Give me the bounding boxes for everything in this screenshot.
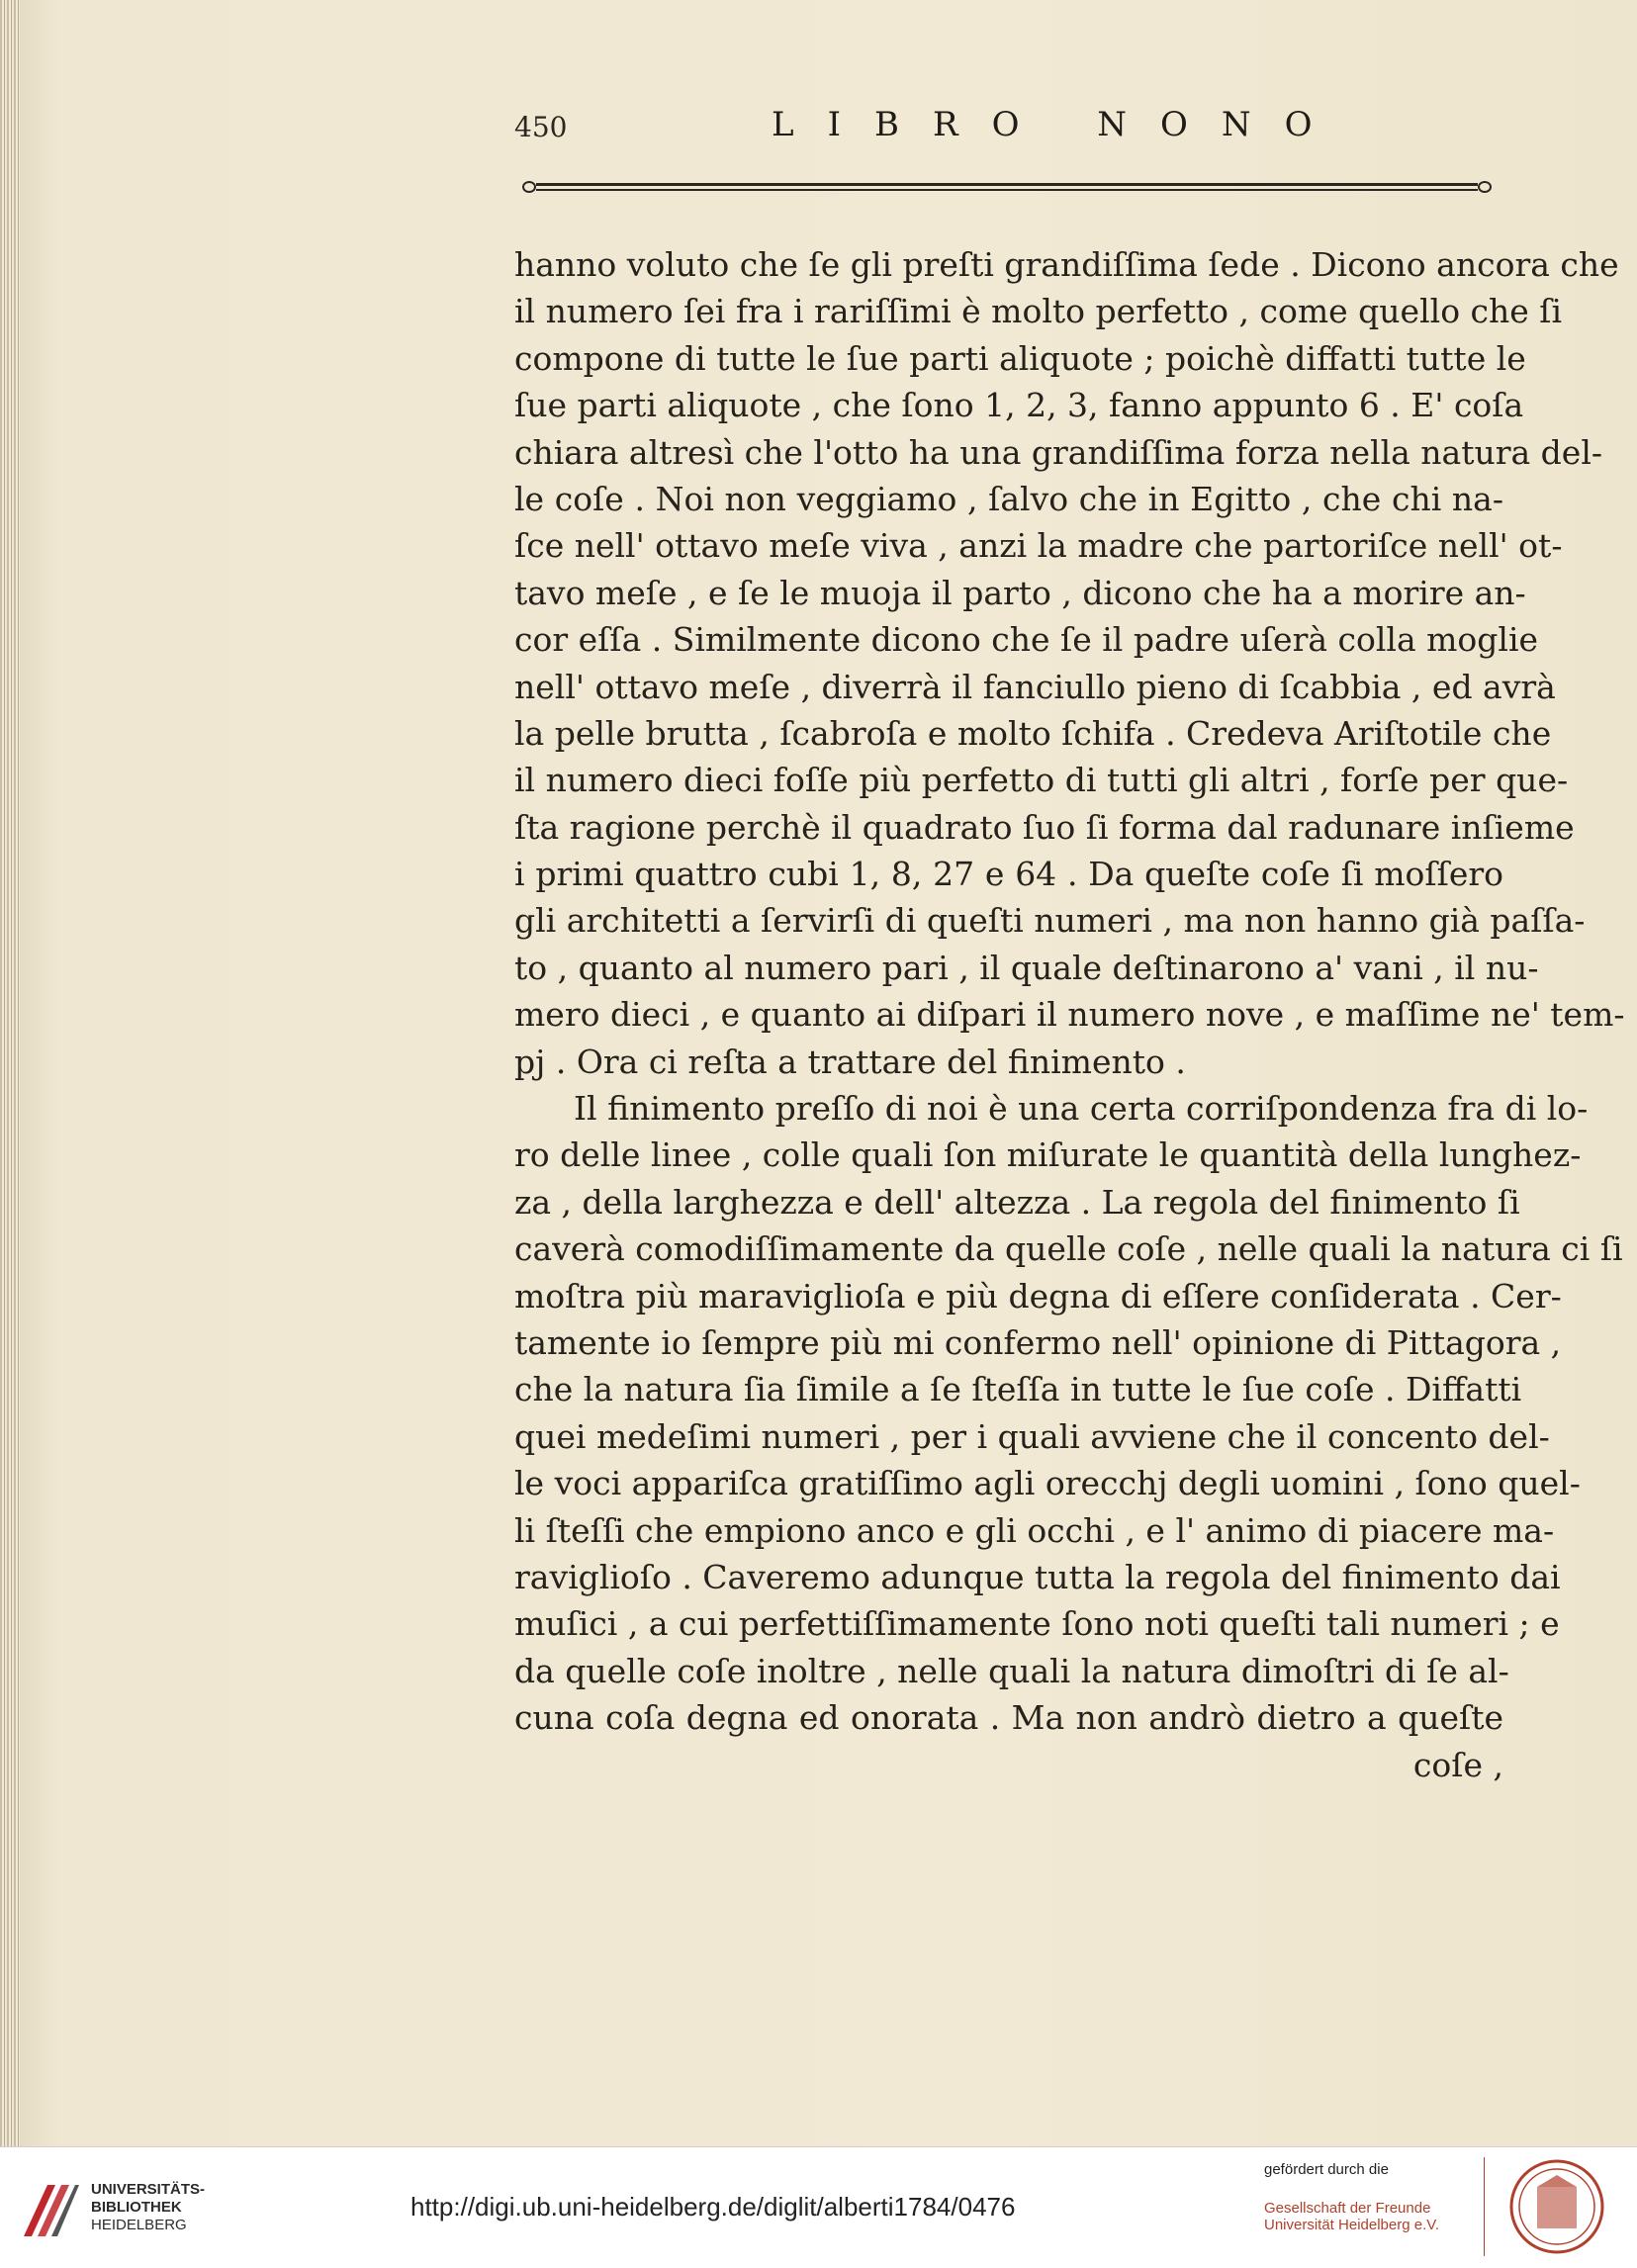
text-line: le coſe . Noi non veggiamo , ſalvo che in Egitto , che chi na-: [514, 479, 1503, 518]
text-line: ſce nell' ottavo meſe viva , anzi la madre che partoriſce nell' ot-: [514, 526, 1563, 566]
text-line: ſue parti aliquote , che ſono 1, 2, 3, fanno appunto 6 . E' coſa: [514, 386, 1524, 425]
rule-line: [536, 183, 1478, 186]
text-line: hanno voluto che ſe gli preſti grandiſſima ſede . Dicono ancora che: [514, 245, 1619, 284]
text-line: cuna coſa degna ed onorata . Ma non andrò dietro a queſte: [514, 1698, 1503, 1738]
rule-end-left: [522, 181, 536, 193]
text-line: moſtra più maraviglioſa e più degna di eſſere conſiderata . Cer-: [514, 1276, 1562, 1315]
library-name-line: UNIVERSITÄTS-: [91, 2181, 206, 2198]
text-line: raviglioſo . Caveremo adunque tutta la regola del finimento dai: [514, 1557, 1561, 1596]
rule-end-right: [1478, 181, 1492, 193]
text-line: Il finimento preſſo di noi è una certa corriſpondenza fra di lo-: [574, 1089, 1589, 1129]
text-line: quei medeſimi numeri , per i quali avviene che il concento del-: [514, 1416, 1550, 1456]
text-line: pj . Ora ci reſta a trattare del finimento .: [514, 1042, 1186, 1081]
text-line: nell' ottavo meſe , diverrà il fanciullo pieno di ſcabbia , ed avrà: [514, 667, 1556, 706]
text-line: i primi quattro cubi 1, 8, 27 e 64 . Da queſte coſe ſi moſſero: [514, 855, 1503, 894]
page-number: 450: [514, 111, 568, 143]
library-name-line: HEIDELBERG: [91, 2217, 187, 2233]
sponsor-block: [1264, 2161, 1439, 2233]
text-line: za , della larghezza e dell' altezza . La regola del finimento ſi: [514, 1182, 1520, 1222]
running-head: [514, 105, 1503, 148]
header-rule: [522, 181, 1492, 195]
text-line: tavo meſe , e ſe le muoja il parto , dicono che ha a morire an-: [514, 573, 1526, 612]
text-line: gli architetti a ſervirſi di queſti numeri , ma non hanno già paſſa-: [514, 901, 1586, 941]
text-line: il numero ſei fra i rariſſimi è molto perfetto , come quello che ſi: [514, 292, 1563, 331]
text-line: coſe ,: [1412, 1745, 1503, 1784]
sponsor-divider: [1484, 2157, 1485, 2256]
text-line: mero dieci , e quanto ai diſpari il numero nove , e maſſime ne' tem-: [514, 995, 1625, 1035]
text-line: la pelle brutta , ſcabroſa e molto ſchifa . Credeva Ariſtotile che: [514, 713, 1552, 753]
permalink-url[interactable]: http://digi.ub.uni-heidelberg.de/diglit/alberti1784/0476: [410, 2192, 1016, 2222]
rule-line: [536, 189, 1478, 191]
text-line: compone di tutte le ſue parti aliquote ; poichè diffatti tutte le: [514, 338, 1526, 378]
text-line: che la natura ſia ſimile a ſe ſteſſa in tutte le ſue coſe . Diffatti: [514, 1370, 1522, 1409]
text-line: le voci appariſca gratiſſimo agli orecchj degli uomini , ſono quel-: [514, 1464, 1581, 1503]
text-line: da quelle coſe inoltre , nelle quali la natura dimoſtri di ſe al-: [514, 1651, 1509, 1690]
text-line: chiara altresì che l'otto ha una grandiſſima forza nella natura del-: [514, 432, 1603, 472]
text-line: to , quanto al numero pari , il quale deſtinarono a' vani , il nu-: [514, 948, 1539, 987]
text-line: muſici , a cui perfettiſſimamente ſono noti queſti tali numeri ; e: [514, 1604, 1560, 1644]
text-line: caverà comodiſſimamente da quelle coſe , nelle quali la natura ci ſi: [514, 1229, 1623, 1269]
sponsor-name-line: Gesellschaft der Freunde: [1264, 2200, 1431, 2217]
footer-bar: [0, 2146, 1637, 2268]
text-line: cor eſſa . Similmente dicono che ſe il padre uſerà colla moglie: [514, 620, 1539, 660]
sponsor-name-line: Universität Heidelberg e.V.: [1264, 2217, 1440, 2233]
text-line: ſta ragione perchè il quadrato ſuo ſi forma dal radunare inſieme: [514, 807, 1575, 847]
university-seal-icon: [1507, 2157, 1606, 2256]
text-line: il numero dieci foſſe più perfetto di tutti gli altri , forſe per que-: [514, 761, 1569, 800]
library-name: [91, 2181, 205, 2234]
library-logo-icon: [18, 2177, 83, 2242]
page-edges: [0, 0, 20, 2146]
text-line: ro delle linee , colle quali ſon miſurate le quantità della lunghez-: [514, 1135, 1582, 1175]
text-line: li ſteſſi che empiono anco e gli occhi , e l' animo di piacere ma-: [514, 1510, 1555, 1550]
body-text: [514, 241, 1625, 1788]
library-name-line: BIBLIOTHEK: [91, 2199, 182, 2216]
book-title: LIBRO NONO: [772, 105, 1346, 144]
text-line: tamente io ſempre più mi confermo nell' opinione di Pittagora ,: [514, 1322, 1562, 1362]
sponsor-label: gefördert durch die: [1264, 2161, 1389, 2178]
